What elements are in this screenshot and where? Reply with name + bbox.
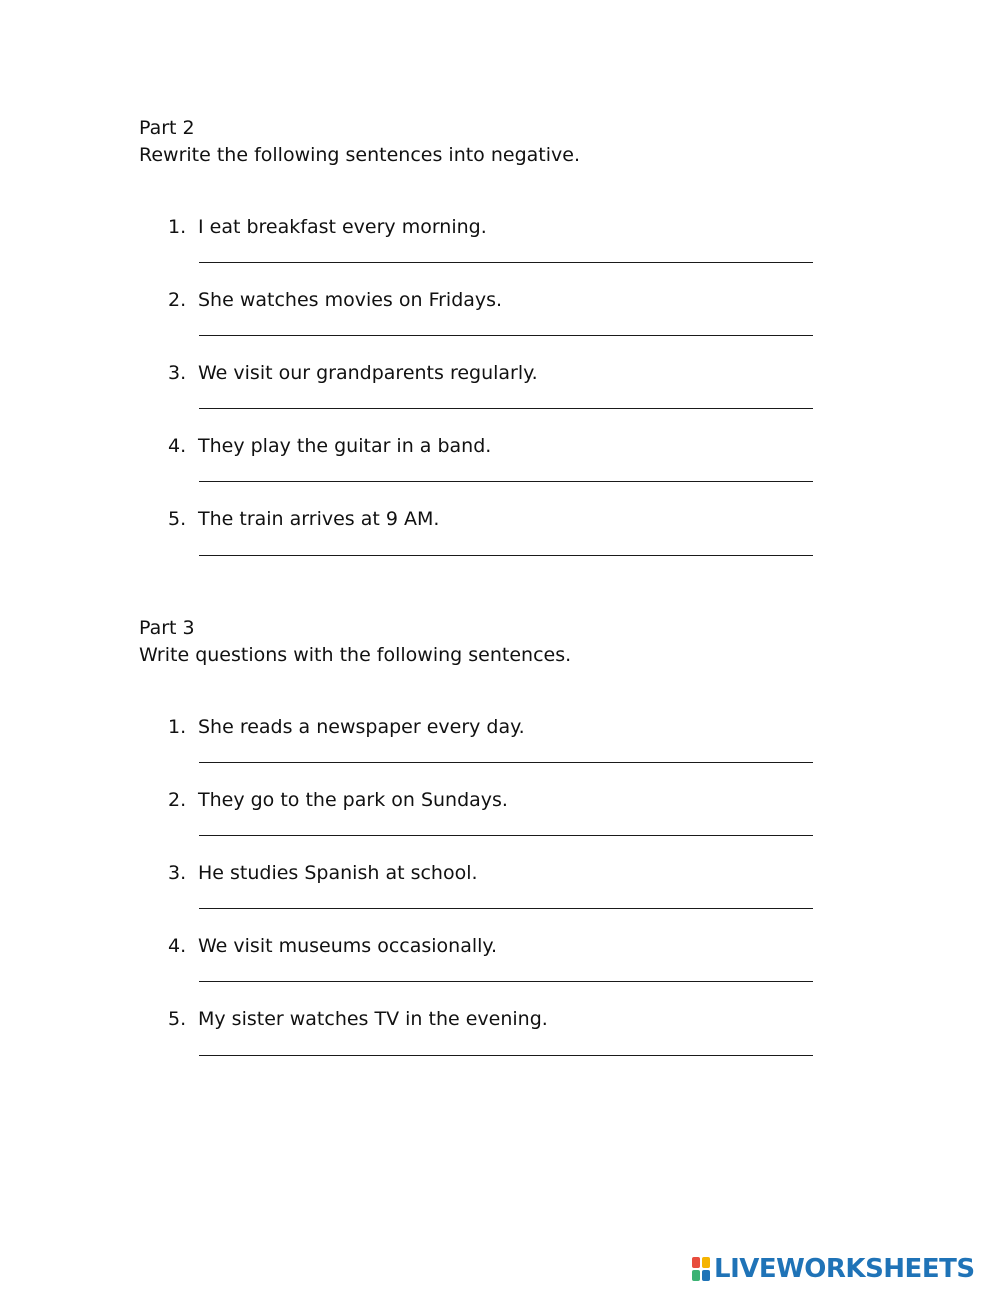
question-text: She reads a newspaper every day. [198, 716, 525, 738]
answer-input[interactable] [199, 1055, 813, 1056]
liveworksheets-logo [692, 1256, 975, 1282]
part-2-title: Part 2 [139, 117, 195, 139]
logo-block [692, 1270, 700, 1281]
question-text: The train arrives at 9 AM. [198, 508, 440, 530]
question-number: 3. [168, 862, 187, 884]
question-text: She watches movies on Fridays. [198, 289, 503, 311]
question-number: 2. [168, 789, 187, 811]
answer-input[interactable] [199, 408, 813, 409]
answer-input[interactable] [199, 762, 813, 763]
question-text: They play the guitar in a band. [198, 435, 492, 457]
answer-input[interactable] [199, 481, 813, 482]
answer-input[interactable] [199, 335, 813, 336]
part-3-title: Part 3 [139, 617, 195, 639]
question-text: My sister watches TV in the evening. [198, 1008, 548, 1030]
answer-input[interactable] [199, 555, 813, 556]
answer-input[interactable] [199, 262, 813, 263]
question-number: 5. [168, 508, 187, 530]
question-text: We visit museums occasionally. [198, 935, 497, 957]
question-text: We visit our grandparents regularly. [198, 362, 538, 384]
logo-block [692, 1257, 700, 1268]
logo-blocks-icon [692, 1257, 710, 1281]
part-3-instruction: Write questions with the following sentences. [139, 644, 572, 666]
question-number: 5. [168, 1008, 187, 1030]
part-2-instruction: Rewrite the following sentences into negative. [139, 144, 580, 166]
logo-text: LIVEWORKSHEETS [714, 1254, 975, 1284]
question-number: 1. [168, 716, 187, 738]
question-number: 3. [168, 362, 187, 384]
answer-input[interactable] [199, 835, 813, 836]
question-number: 4. [168, 935, 187, 957]
answer-input[interactable] [199, 981, 813, 982]
question-number: 2. [168, 289, 187, 311]
logo-block [702, 1270, 710, 1281]
answer-input[interactable] [199, 908, 813, 909]
logo-block [702, 1257, 710, 1268]
question-text: They go to the park on Sundays. [198, 789, 508, 811]
question-number: 4. [168, 435, 187, 457]
question-text: He studies Spanish at school. [198, 862, 478, 884]
question-number: 1. [168, 216, 187, 238]
question-text: I eat breakfast every morning. [198, 216, 487, 238]
